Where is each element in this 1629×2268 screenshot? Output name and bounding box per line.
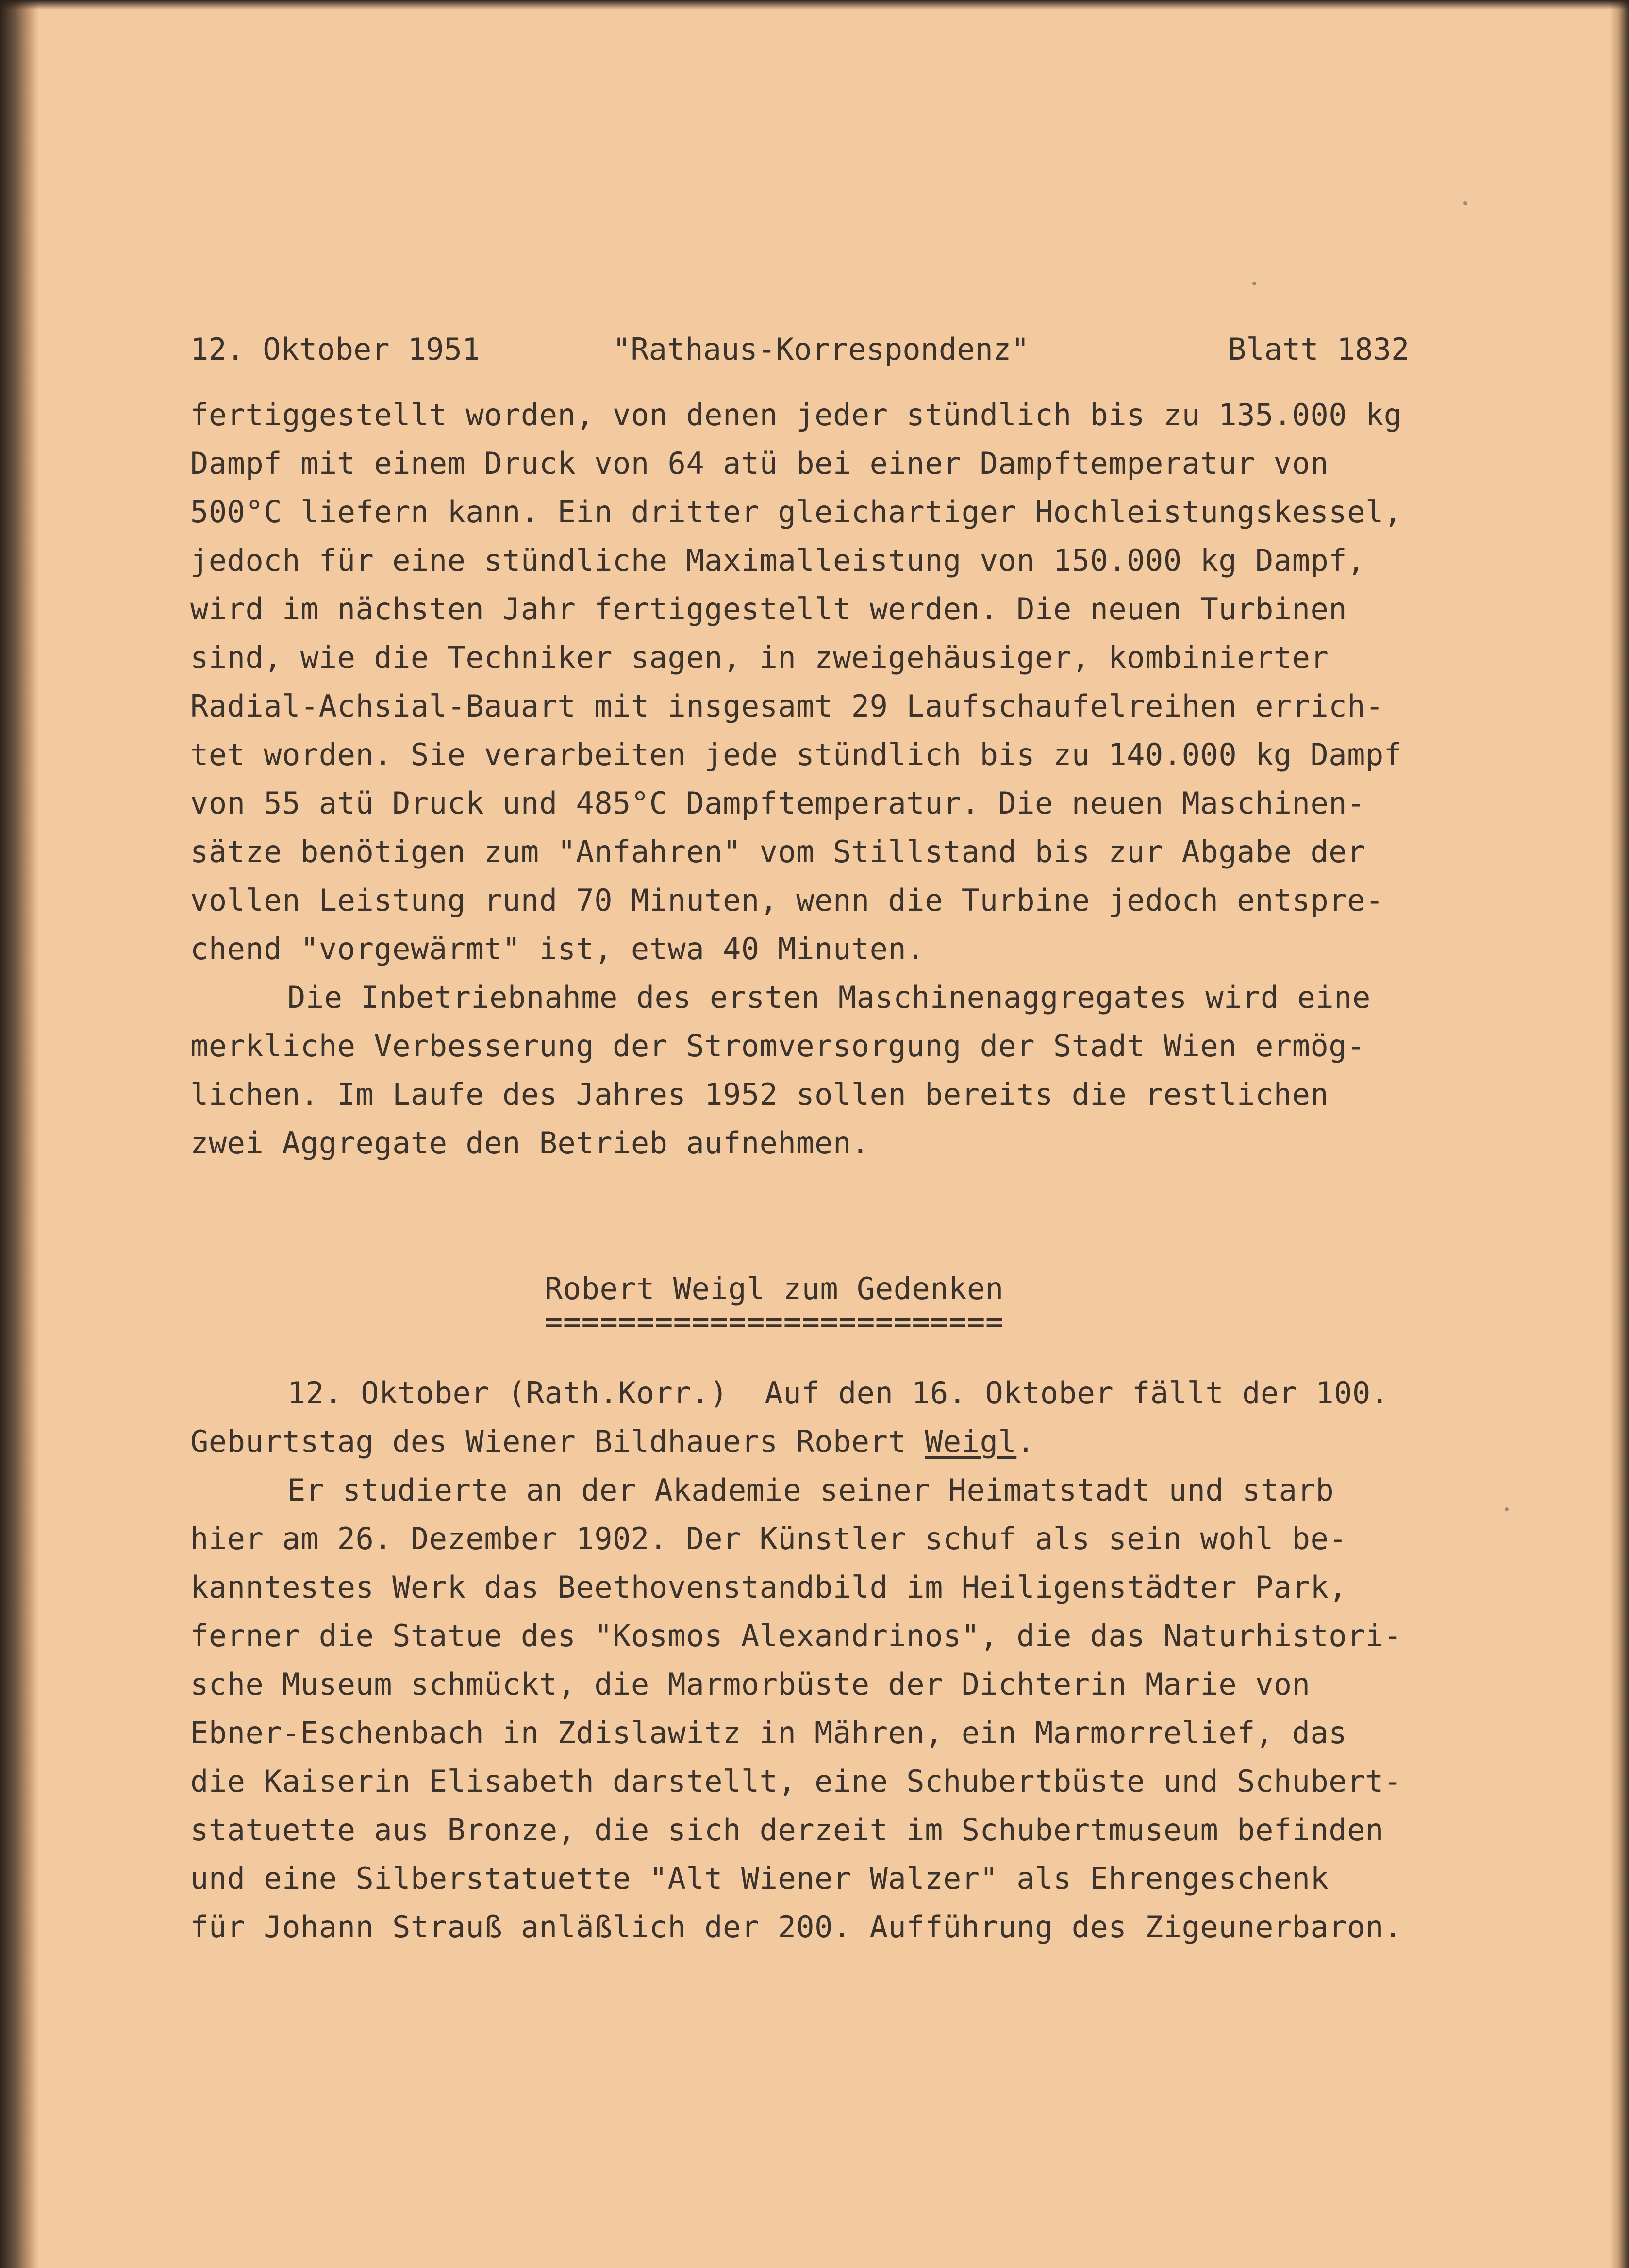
text-line: vollen Leistung rund 70 Minuten, wenn die Turbine jedoch entspre- [190, 883, 1384, 918]
text-line: chend "vorgewärmt" ist, etwa 40 Minuten. [190, 931, 925, 967]
top-edge [0, 0, 1629, 10]
text-segment: Geburtstag des Wiener Bildhauers Robert [190, 1424, 925, 1459]
text-line: lichen. Im Laufe des Jahres 1952 sollen bereits die restlichen [190, 1077, 1329, 1112]
header-date: 12. Oktober 1951 [190, 332, 481, 367]
text-line: 500°C liefern kann. Ein dritter gleichartiger Hochleistungskessel, [190, 494, 1402, 530]
text-line: sche Museum schmückt, die Marmorbüste der Dichterin Marie von [190, 1667, 1311, 1702]
underlined-name: Weigl [925, 1424, 1017, 1459]
text-line: fertiggestellt worden, von denen jeder stündlich bis zu 135.000 kg [190, 397, 1402, 433]
paper-speck [1505, 1507, 1509, 1511]
text-line: statuette aus Bronze, die sich derzeit im Schubertmuseum befinden [190, 1812, 1384, 1848]
text-line: Dampf mit einem Druck von 64 atü bei einer Dampftemperatur von [190, 446, 1329, 481]
text-line: Radial-Achsial-Bauart mit insgesamt 29 Laufschaufelreihen errich- [190, 688, 1384, 724]
page-edge [1610, 0, 1629, 2268]
text-line: hier am 26. Dezember 1902. Der Künstler schuf als sein wohl be- [190, 1521, 1347, 1556]
text-line: für Johann Strauß anläßlich der 200. Aufführung des Zigeunerbaron. [190, 1909, 1402, 1945]
text-line: sind, wie die Techniker sagen, in zweigehäusiger, kombinierter [190, 640, 1329, 675]
title-underline-rule: ========================= [545, 1304, 1004, 1339]
text-line: die Kaiserin Elisabeth darstellt, eine Schubertbüste und Schubert- [190, 1764, 1402, 1799]
paper-speck [1252, 282, 1256, 285]
binding-shadow [0, 0, 39, 2268]
article-title: Robert Weigl zum Gedenken [545, 1271, 1004, 1306]
text-line: zwei Aggregate den Betrieb aufnehmen. [190, 1125, 870, 1161]
text-segment: . [1016, 1424, 1035, 1459]
text-line: jedoch für eine stündliche Maximalleistung von 150.000 kg Dampf, [190, 543, 1365, 578]
header-sheet-number: Blatt 1832 [1228, 332, 1410, 367]
text-line: und eine Silberstatuette "Alt Wiener Walzer" als Ehrengeschenk [190, 1861, 1329, 1896]
text-line [190, 1422, 1035, 1461]
text-line: Ebner-Eschenbach in Zdislawitz in Mähren, ein Marmorrelief, das [190, 1715, 1347, 1751]
text-line: 12. Oktober (Rath.Korr.) Auf den 16. Oktober fällt der 100. [287, 1375, 1389, 1411]
text-line: Die Inbetriebnahme des ersten Maschinenaggregates wird eine [287, 980, 1371, 1015]
header-publication: "Rathaus-Korrespondenz" [613, 332, 1030, 367]
text-line: wird im nächsten Jahr fertiggestellt werden. Die neuen Turbinen [190, 591, 1347, 627]
text-line: sätze benötigen zum "Anfahren" vom Stillstand bis zur Abgabe der [190, 834, 1365, 869]
text-line: Er studierte an der Akademie seiner Heimatstadt und starb [287, 1472, 1334, 1508]
text-line: von 55 atü Druck und 485°C Dampftemperatur. Die neuen Maschinen- [190, 785, 1365, 821]
text-line: ferner die Statue des "Kosmos Alexandrinos", die das Naturhistori- [190, 1618, 1402, 1653]
text-line: merkliche Verbesserung der Stromversorgung der Stadt Wien ermög- [190, 1028, 1365, 1064]
text-line: kanntestes Werk das Beethovenstandbild im Heiligenstädter Park, [190, 1569, 1347, 1605]
paper-speck [1463, 201, 1467, 205]
text-line: tet worden. Sie verarbeiten jede stündlich bis zu 140.000 kg Dampf [190, 737, 1402, 772]
